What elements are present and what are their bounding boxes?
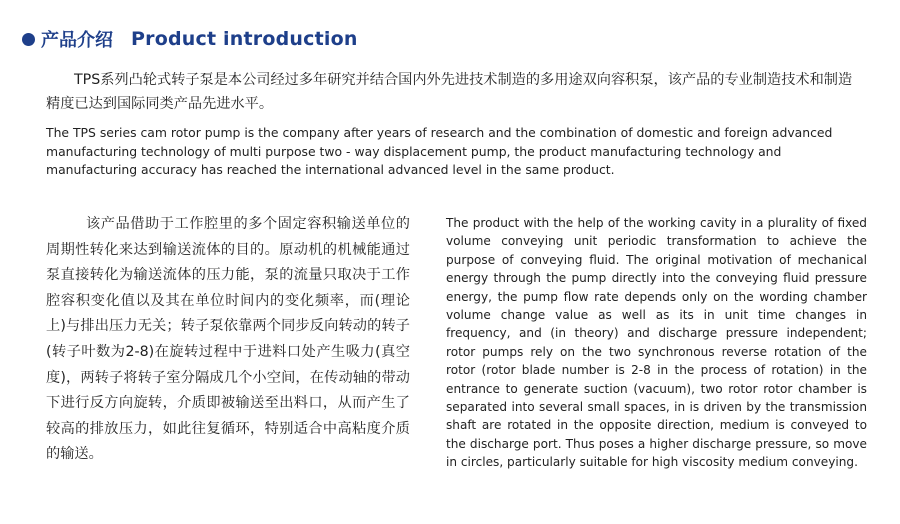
- bullet-dot-icon: [22, 33, 35, 46]
- body-paragraph-cn: 该产品借助于工作腔里的多个固定容积输送单位的周期性转化来达到输送流体的目的。原动机的机械能通过泵直接转化为输送流体的压力能，泵的流量只取决于工作腔容积变化值以及其在单位时间内的变化频率，而(理论上)与排出压力无关；转子泵依靠两个同步反向转动的转子(转子叶数为2-8)在旋转过程中于进料口处产生吸力(真空度)，两转子将转子室分隔成几个小空间，在传动轴的带动下进行反方向旋转，介质即被输送至出料口，从而产生了较高的排放压力，如此往复循环，特别适合中高粘度介质的输送。: [46, 216, 410, 463]
- body-paragraph-en: The product with the help of the working cavity in a plurality of fixed volume conveying unit periodic transformation to achieve the purpose of conveying fluid. The original motivation of mechanical energy through the pump directly into the conveying fluid pressure energy, the pump flow rate depends only on the wording chamber volume change value as well as its in unit time changes in frequency, and (in theory) and discharge pressure independent; rotor pumps rely on the two synchronous reverse rotation of the rotor (rotor blade number is 2-8 in the process of rotation) in the entrance to generate suction (vacuum), two rotor rotor chamber is separated into several small spaces, in is driven by the transmission shaft are rotated in the opposite direction, medium is conveyed to the discharge port. Thus poses a higher discharge pressure, so move in circles, particularly suitable for high viscosity medium conveying.: [446, 216, 867, 470]
- section-title-en: Product introduction: [131, 28, 358, 50]
- section-title-cn: 产品介绍: [41, 30, 113, 51]
- intro-paragraph-cn: TPS系列凸轮式转子泵是本公司经过多年研究并结合国内外先进技术制造的多用途双向容积泵，该产品的专业制造技术和制造精度已达到国际同类产品先进水平。: [46, 72, 853, 112]
- intro-paragraph-en: The TPS series cam rotor pump is the company after years of research and the combination of domestic and foreign advanced manufacturing technology of multi purpose two - way displacement pump, the product manufacturing technology and manufacturing accuracy has reached the international advanced level in the same product.: [46, 125, 833, 177]
- section-header: [22, 26, 358, 52]
